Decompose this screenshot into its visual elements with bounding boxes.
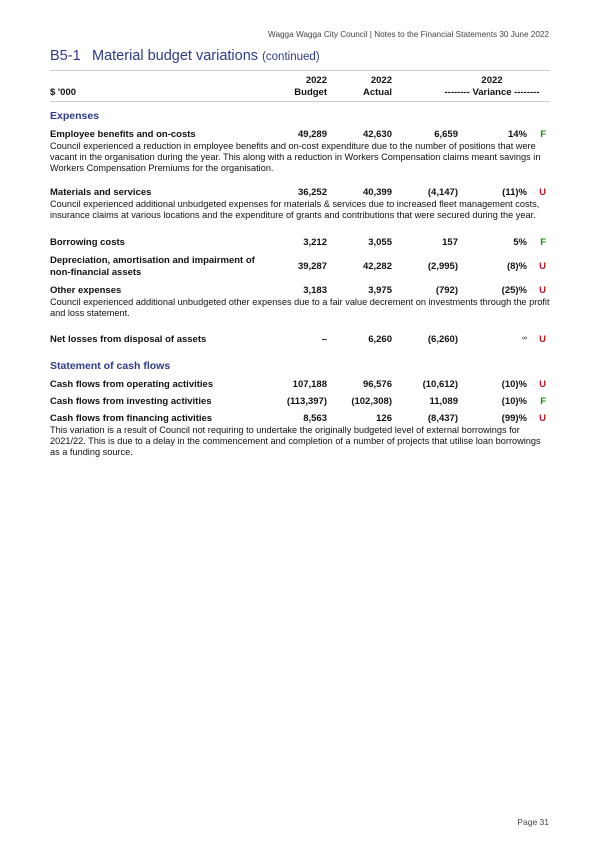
row-actual: 96,576 (362, 379, 392, 390)
row-label: Materials and services (50, 187, 152, 198)
year-actual: 2022 (370, 75, 392, 86)
year-variance: 2022 (481, 75, 503, 86)
note-employee: Council experienced a reduction in employee benefits and on-cost expenditure due to the number of positions that were vacant in the organisation during the year. This along with a reduction in Workers Compensation claims meant savings in Workers Compensation Premiums for the organisation. (50, 141, 541, 174)
row-label: Cash flows from financing activities (50, 413, 213, 424)
infinity-symbol: ∞ (522, 335, 527, 342)
row-actual: 40,399 (362, 187, 392, 198)
actual-header: Actual (362, 87, 392, 98)
table-row (50, 237, 550, 249)
row-percent: (25)% (501, 285, 527, 296)
row-percent: (99)% (501, 413, 527, 424)
row-budget: 3,212 (303, 237, 327, 248)
table-row (50, 187, 550, 199)
row-actual: 3,975 (368, 285, 392, 296)
row-budget: – (321, 334, 327, 345)
running-header: Wagga Wagga City Council | Notes to the Financial Statements 30 June 2022 (268, 30, 549, 39)
table-row (50, 334, 550, 346)
row-variance: (4,147) (427, 187, 458, 198)
variance-header: -------- Variance -------- (444, 87, 540, 98)
row-actual: (102,308) (351, 396, 392, 407)
row-budget: 39,287 (297, 261, 327, 272)
row-budget: 107,188 (292, 379, 327, 390)
row-flag: U (539, 285, 546, 296)
row-flag: F (540, 237, 546, 248)
row-label: Net losses from disposal of assets (50, 334, 207, 345)
row-budget: 3,183 (303, 285, 327, 296)
row-label: Cash flows from operating activities (50, 379, 214, 390)
row-variance: (6,260) (427, 334, 458, 345)
budget-header: Budget (294, 87, 327, 98)
row-percent: 5% (513, 237, 527, 248)
row-budget: 36,252 (297, 187, 327, 198)
row-percent: (10)% (501, 396, 527, 407)
note-financing: This variation is a result of Council not requiring to undertake the originally budgeted level of external borrowings for 2021/22. This is due to a delay in the commencement and completion of a number of projects that utilise loan borrowings as a funding source. (50, 425, 541, 458)
page-number: Page 31 (517, 817, 549, 827)
row-actual: 42,630 (362, 129, 392, 140)
note-other: Council experienced additional unbudgeted other expenses due to a fair value decrement on investments through the profit and loss statement. (50, 297, 550, 319)
page-title (50, 48, 550, 64)
section-title: Material budget variations (92, 48, 259, 64)
section-number: B5-1 (50, 48, 81, 64)
header-rule (50, 101, 550, 102)
column-header-row (50, 87, 550, 99)
row-budget: 49,289 (297, 129, 327, 140)
title-rule (50, 70, 550, 71)
row-actual: 6,260 (368, 334, 392, 345)
row-percent: 14% (507, 129, 527, 140)
table-row (50, 255, 550, 279)
row-flag: U (539, 334, 546, 345)
row-variance: (8,437) (427, 413, 458, 424)
title-suffix: (continued) (262, 51, 320, 63)
table-row (50, 413, 550, 425)
table-row (50, 129, 550, 141)
row-flag: U (539, 379, 546, 390)
row-percent: (8)% (506, 261, 527, 272)
year-header-row (50, 75, 550, 87)
row-budget: 8,563 (303, 413, 327, 424)
row-flag: F (540, 396, 546, 407)
row-variance: 6,659 (434, 129, 458, 140)
row-actual: 3,055 (368, 237, 392, 248)
row-actual: 126 (376, 413, 392, 424)
row-label: Borrowing costs (50, 237, 125, 248)
row-budget: (113,397) (286, 396, 327, 407)
note-materials: Council experienced additional unbudgeted expenses for materials & services due to increased fleet management costs, insurance claims at various locations and the expenditure of grants and contributions that were secured during the year. (50, 199, 540, 221)
unit-label: $ '000 (50, 87, 77, 98)
row-percent: (11)% (502, 187, 527, 198)
table-row (50, 285, 550, 297)
row-variance: (10,612) (422, 379, 458, 390)
row-variance: 11,089 (429, 396, 458, 407)
row-variance: (2,995) (427, 261, 458, 272)
row-label: Other expenses (50, 285, 122, 296)
row-variance: (792) (435, 285, 458, 296)
row-percent: (10)% (501, 379, 527, 390)
year-budget: 2022 (305, 75, 327, 86)
row-label: Cash flows from investing activities (50, 396, 212, 407)
section-expenses: Expenses (50, 110, 100, 122)
row-label: Depreciation, amortisation and impairment of non-financial assets (50, 255, 255, 278)
row-flag: U (539, 187, 546, 198)
row-variance: 157 (442, 237, 458, 248)
section-cash-flows: Statement of cash flows (50, 360, 171, 372)
row-flag: U (539, 413, 546, 424)
row-flag: F (540, 129, 546, 140)
table-row (50, 396, 550, 408)
row-label: Employee benefits and on-costs (50, 129, 196, 140)
table-row (50, 379, 550, 391)
row-actual: 42,282 (362, 261, 392, 272)
row-flag: U (539, 261, 546, 272)
